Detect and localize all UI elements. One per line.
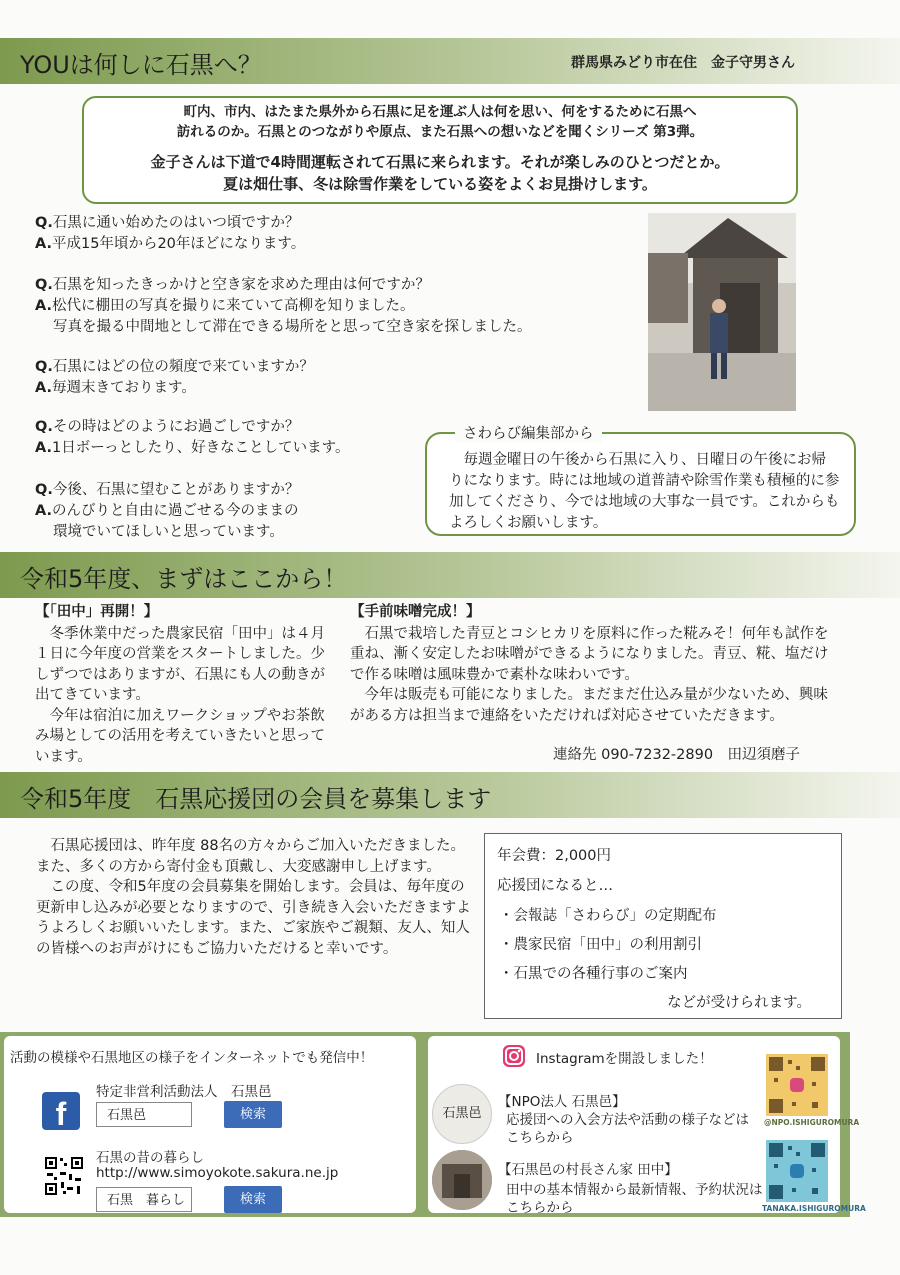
blog-qr-code: [44, 1156, 84, 1196]
section-title: 令和5年度、まずはここから！: [20, 565, 348, 593]
intro-line: 金子さんは下道で4時間運転されて石黒に来られます。それが楽しみのひとつだとか。: [150, 153, 730, 171]
fee-box: [484, 833, 842, 1019]
qa-item: [35, 213, 305, 255]
benefit-item: ・会報誌「さわらび」の定期配布: [499, 908, 717, 924]
answer-cont: 環境でいてほしいと思っています。: [53, 524, 284, 540]
question: Q. 今後、石黒に望むことがありますか？: [35, 480, 299, 501]
section-title: YOUは何しに石黒へ？: [20, 51, 262, 79]
paragraph: 冬季休業中だった農家民宿「田中」は４月１日に今年度の営業をスタートしました。少しずつではありますが、石黒にも人の動きが出てきています。: [35, 625, 325, 703]
blog-search-button: 検索: [224, 1186, 282, 1213]
miso-column: [350, 602, 838, 726]
facebook-search-field: 石黒邑: [96, 1102, 192, 1127]
blog-search-field: 石黒 暮らし: [96, 1187, 192, 1212]
intro-box: [82, 96, 798, 204]
question: Q. 石黒に通い始めたのはいつ頃ですか？: [35, 213, 305, 234]
paragraph: 今年は宿泊に加えワークショップやお茶飲み場としての活用を考えていきたいと思っています。: [35, 707, 325, 765]
section-title: 令和5年度 石黒応援団の会員を募集します: [20, 785, 492, 813]
blog-url: http://www.simoyokote.sakura.ne.jp: [96, 1165, 339, 1181]
facebook-search-button: 検索: [224, 1101, 282, 1128]
answer: A. 平成15年頃から20年ほどになります。: [35, 234, 305, 255]
paragraph: 石黒応援団は、昨年度 88名の方々からご加入いただきました。また、多くの方から寄付金も頂戴し、大変感謝申し上げます。: [36, 838, 466, 875]
paragraph: この度、令和5年度の会員募集を開始します。会員は、毎年度の更新申し込みが必要となりますので、引き続き入会いただきますようよろしくお願いいたします。また、ご家族やご親類、友人、知人の皆様へのお声がけにもご協力いただけると幸いです。: [36, 879, 471, 957]
instagram-handle: TANAKA.ISHIGUROMURA: [762, 1204, 866, 1213]
account-desc: こちらから: [506, 1130, 574, 1146]
instagram-heading: Instagramを開設しました！: [536, 1051, 713, 1067]
internet-card: [4, 1036, 416, 1213]
benefit-end: などが受けられます。: [667, 995, 811, 1011]
question: Q. 石黒にはどの位の頻度で来ていますか？: [35, 357, 314, 378]
answer: A. 1日ボーっとしたり、好きなことしています。: [35, 438, 349, 459]
account-desc: こちらから: [506, 1200, 574, 1216]
editor-note-label: さわらび編集部から: [455, 422, 602, 443]
section-header-members: [0, 772, 900, 818]
editor-note-box: [425, 426, 856, 536]
annual-fee: 年会費：2,000円: [497, 848, 612, 864]
membership-text: [36, 836, 473, 959]
intro-line: 訪れるのか。石黒とのつながりや原点、また石黒への想いなどを聞くシリーズ 第3弾。: [176, 124, 704, 140]
question: Q. その時はどのようにお過ごしですか？: [35, 417, 349, 438]
paragraph: 今年は販売も可能になりました。まだまだ仕込み量が少ないため、興味がある方は担当まで連絡をいただければ対応させていただきます。: [350, 687, 828, 724]
account-desc: 応援団への入会方法や活動の様子などは: [506, 1112, 749, 1128]
answer: A. 毎週末きております。: [35, 378, 314, 399]
instagram-qr-tanaka: [766, 1140, 828, 1202]
ishiguromura-logo: 石黒邑: [432, 1084, 492, 1144]
facebook-icon: f: [42, 1092, 80, 1130]
instagram-icon: [502, 1044, 526, 1068]
column-heading: 【手前味噌完成！】: [350, 604, 481, 620]
instagram-handle: @NPO.ISHIGUROMURA: [764, 1118, 860, 1127]
account-title: 【NPO法人 石黒邑】: [498, 1094, 626, 1110]
column-heading: 【「田中」再開！】: [35, 604, 159, 620]
contact-info: 連絡先 090-7232-2890 田辺須磨子: [553, 747, 801, 763]
qa-item: [35, 275, 532, 338]
account-title: 【石黒邑の村長さん家 田中】: [498, 1162, 678, 1178]
tanaka-reopen-column: [35, 602, 325, 767]
tanaka-house-photo: [432, 1150, 492, 1210]
qa-item: [35, 357, 314, 399]
interviewee-name: 群馬県みどり市在住 金子守男さん: [571, 55, 795, 71]
editor-note-text: 毎週金曜日の午後から石黒に入り、日曜日の午後にお帰りになります。時には地域の道普請や除雪作業も積極的に参加してくださり、今では地域の大事な一員です。これからもよろしくお願いします。: [449, 452, 840, 531]
blog-title: 石黒の昔の暮らし: [96, 1150, 204, 1166]
internet-heading: 活動の模様や石黒地区の様子をインターネットでも発信中！: [10, 1050, 374, 1066]
paragraph: 石黒で栽培した青豆とコシヒカリを原料に作った糀みそ！何年も試作を重ね、漸く安定したお味噌ができるようになりました。青豆、糀、塩だけで作る味噌は風味豊かで素朴な味わいです。: [350, 625, 829, 683]
benefit-item: ・農家民宿「田中」の利用割引: [499, 937, 702, 953]
instagram-card: [428, 1036, 866, 1216]
section-header-you: [0, 38, 900, 84]
interviewee-photo: [648, 213, 796, 411]
answer: A. 松代に棚田の写真を撮りに来ていて高柳を知りました。: [35, 296, 532, 317]
facebook-org-name: 特定非営利活動法人 石黒邑: [96, 1084, 272, 1100]
answer: A. のんびりと自由に過ごせる今のままの: [35, 501, 299, 522]
qa-item: [35, 480, 299, 543]
benefit-intro: 応援団になると…: [497, 878, 613, 894]
qa-item: [35, 417, 349, 459]
question: Q. 石黒を知ったきっかけと空き家を求めた理由は何ですか？: [35, 275, 532, 296]
benefit-item: ・石黒での各種行事のご案内: [499, 966, 688, 982]
section-header-reiwa: [0, 552, 900, 598]
answer-cont: 写真を撮る中間地として滞在できる場所をと思って空き家を探しました。: [53, 319, 532, 335]
instagram-qr-npo: [766, 1054, 828, 1116]
intro-line: 町内、市内、はたまた県外から石黒に足を運ぶ人は何を思い、何をするために石黒へ: [183, 104, 697, 120]
intro-line: 夏は畑仕事、冬は除雪作業をしている姿をよくお見掛けします。: [223, 175, 657, 193]
account-desc: 田中の基本情報から最新情報、予約状況は: [506, 1182, 763, 1198]
